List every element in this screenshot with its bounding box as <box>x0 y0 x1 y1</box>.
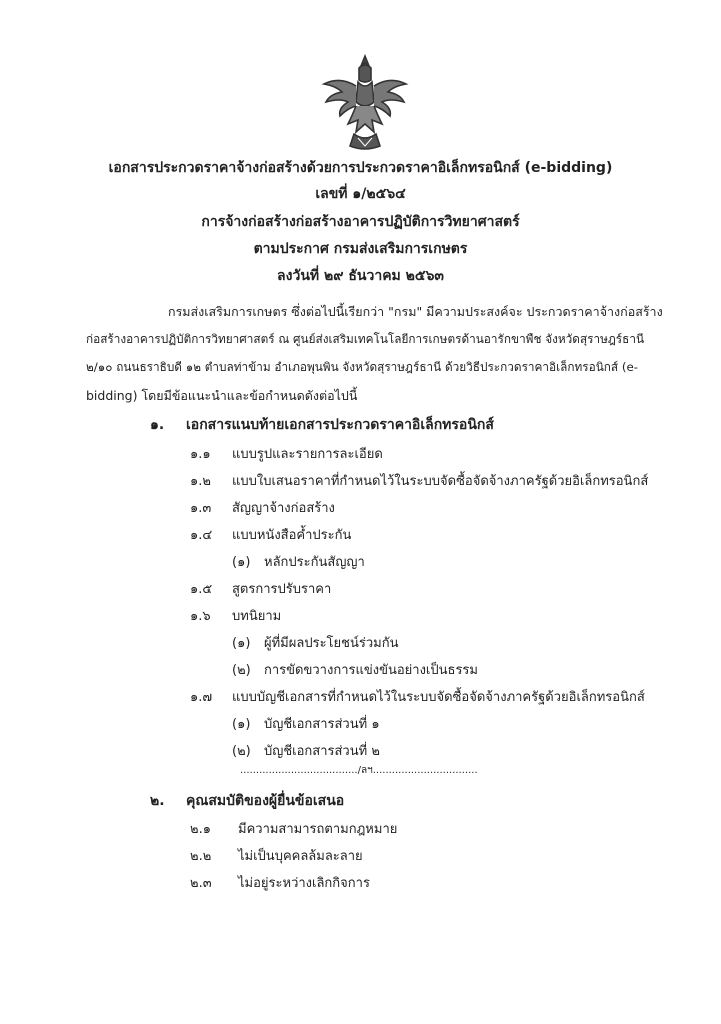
document-number: เลขที่ ๑/๒๕๖๔ <box>315 186 406 202</box>
sub-item-text: หลักประกันสัญญา <box>264 555 365 570</box>
item-number: ๑.๔ <box>190 528 213 543</box>
garuda-emblem-icon <box>318 50 412 154</box>
document-subject: การจ้างก่อสร้างก่อสร้างอาคารปฏิบัติการวิทยาศาสตร์ <box>201 214 520 230</box>
item-text: ไม่เป็นบุคคลล้มละลาย <box>238 849 363 864</box>
intro-line-1: กรมส่งเสริมการเกษตร ซึ่งต่อไปนี้เรียกว่า "กรม" มีความประสงค์จะ ประกวดราคาจ้างก่อสร้าง <box>168 304 663 319</box>
item-number: ๑.๖ <box>190 609 211 624</box>
section-1-number: ๑. <box>150 417 165 433</box>
item-text: มีความสามารถตามกฎหมาย <box>238 822 398 837</box>
page-continuation-separator: ...................................../ลฯ................................. <box>240 765 478 776</box>
item-number: ๑.๑ <box>190 447 211 462</box>
item-text: แบบหนังสือค้ำประกัน <box>232 528 352 543</box>
item-text: แบบใบเสนอราคาที่กำหนดไว้ในระบบจัดซื้อจัดจ้างภาครัฐด้วยอิเล็กทรอนิกส์ <box>232 474 649 489</box>
item-number: ๑.๕ <box>190 582 213 597</box>
item-number: ๑.๓ <box>190 501 212 516</box>
item-number: ๒.๒ <box>190 849 212 864</box>
item-number: ๑.๗ <box>190 690 213 705</box>
intro-line-4: bidding) โดยมีข้อแนะนำและข้อกำหนดดังต่อไปนี้ <box>86 388 358 403</box>
document-date: ลงวันที่ ๒๙ ธันวาคม ๒๕๖๓ <box>277 268 444 284</box>
section-2-number: ๒. <box>150 793 165 809</box>
section-2-title: คุณสมบัติของผู้ยื่นข้อเสนอ <box>186 793 345 809</box>
item-text: ไม่อยู่ระหว่างเลิกกิจการ <box>238 876 370 891</box>
item-number: ๑.๒ <box>190 474 211 489</box>
sub-item-text: บัญชีเอกสารส่วนที่ ๒ <box>264 744 380 759</box>
item-text: บทนิยาม <box>232 609 282 624</box>
announcement-line: ตามประกาศ กรมส่งเสริมการเกษตร <box>253 241 468 257</box>
item-text: แบบรูปและรายการละเอียด <box>232 447 383 462</box>
sub-item-number: (๒) <box>232 744 251 759</box>
item-text: สัญญาจ้างก่อสร้าง <box>232 501 335 516</box>
item-text: แบบบัญชีเอกสารที่กำหนดไว้ในระบบจัดซื้อจัดจ้างภาครัฐด้วยอิเล็กทรอนิกส์ <box>232 690 645 705</box>
sub-item-number: (๑) <box>232 636 251 651</box>
sub-item-text: ผู้ที่มีผลประโยชน์ร่วมกัน <box>264 636 399 651</box>
sub-item-number: (๑) <box>232 717 251 732</box>
sub-item-text: บัญชีเอกสารส่วนที่ ๑ <box>264 717 380 732</box>
intro-line-3: ๒/๑๐ ถนนธราธิบดี ๑๒ ตำบลท่าข้าม อำเภอพุนพิน จังหวัดสุราษฎร์ธานี ด้วยวิธีประกวดราคาอิเล็กทรอนิกส์ (e- <box>86 360 638 374</box>
sub-item-number: (๑) <box>232 555 251 570</box>
sub-item-text: การขัดขวางการแข่งขันอย่างเป็นธรรม <box>264 663 478 678</box>
item-number: ๒.๑ <box>190 822 211 837</box>
sub-item-number: (๒) <box>232 663 251 678</box>
intro-line-2: ก่อสร้างอาคารปฏิบัติการวิทยาศาสตร์ ณ ศูนย์ส่งเสริมเทคโนโลยีการเกษตรด้านอารักขาพืช จังหวัดสุราษฎร์ธานี <box>86 332 645 346</box>
item-number: ๒.๓ <box>190 876 212 891</box>
section-1-title: เอกสารแนบท้ายเอกสารประกวดราคาอิเล็กทรอนิกส์ <box>186 417 494 433</box>
item-text: สูตรการปรับราคา <box>232 582 332 597</box>
document-title: เอกสารประกวดราคาจ้างก่อสร้างด้วยการประกวดราคาอิเล็กทรอนิกส์ (e-bidding) <box>108 160 613 176</box>
